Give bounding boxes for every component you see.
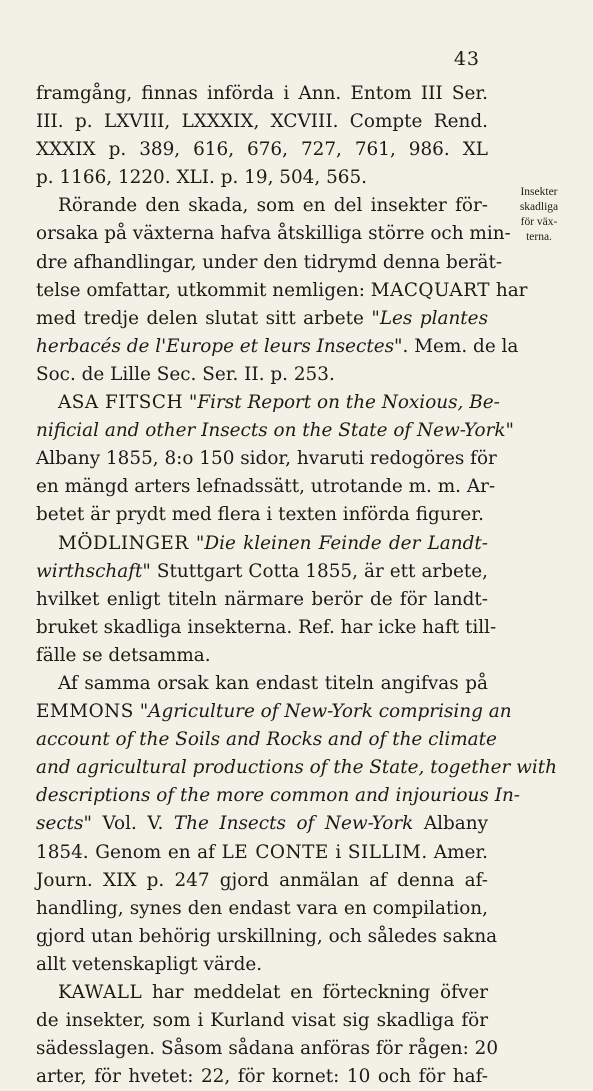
book-title: wirthschaft" bbox=[36, 560, 151, 582]
text-line bbox=[36, 698, 512, 726]
text-line: p. 1166, 1220. XLI. p. 19, 504, 565. bbox=[36, 167, 368, 189]
text-line: sects" Vol. V. The Insects of New-York Albany bbox=[36, 813, 488, 835]
text-line bbox=[36, 530, 488, 558]
book-title: herbacés de l'Europe et leurs Insectes" bbox=[36, 335, 403, 357]
text-line: 1854. Genom en af LE CONTE i SILLIM. Amer. bbox=[36, 841, 489, 863]
author-name: SILLIM bbox=[347, 841, 422, 863]
book-title: account of the Soils and Rocks and of the climate bbox=[36, 729, 497, 751]
text-line: herbacés de l'Europe et leurs Insectes". Mem. de la bbox=[36, 335, 519, 357]
text-line: gjord utan behörig urskillning, och således sakna bbox=[36, 925, 498, 947]
book-title: sects" bbox=[36, 813, 92, 835]
author-name: ASA FITSCH bbox=[58, 392, 184, 414]
book-title: The Insects of New-York bbox=[173, 813, 414, 835]
book-title: "Die kleinen Feinde der Landt- bbox=[195, 532, 488, 554]
text-line: sädesslagen. Såsom sådana anföras för rågen: 20 bbox=[36, 1038, 499, 1060]
text-line bbox=[36, 726, 497, 754]
text-line bbox=[36, 389, 500, 417]
margin-note-line: skadliga bbox=[519, 201, 559, 213]
book-title: "Les plantes bbox=[371, 307, 489, 329]
text-line bbox=[36, 782, 521, 810]
author-name: MÖDLINGER bbox=[58, 532, 189, 554]
text-line: allt vetenskapligt värde. bbox=[36, 953, 263, 975]
margin-note-line: Insekter bbox=[520, 186, 558, 198]
author-name: LE CONTE bbox=[221, 841, 329, 863]
text-line: framgång, finnas införda i Ann. Entom III Ser. bbox=[36, 83, 488, 104]
text-line: de insekter, som i Kurland visat sig skadliga för bbox=[36, 1010, 488, 1032]
text-line: Albany 1855, 8:o 150 sidor, hvaruti redogöres för bbox=[36, 448, 497, 470]
text-line: telse omfattar, utkommit nemligen: MACQUART har bbox=[36, 279, 528, 301]
book-title: descriptions of the more common and injourious In- bbox=[36, 785, 521, 807]
text-line: bruket skadliga insekterna. Ref. har icke haft till- bbox=[36, 616, 497, 638]
author-name: KAWALL bbox=[58, 982, 143, 1003]
book-title: and agricultural productions of the State, together with bbox=[36, 757, 557, 779]
text-line: betet är prydt med flera i texten införda figurer. bbox=[36, 504, 484, 526]
text-line: KAWALL har meddelat en förteckning öfver bbox=[58, 982, 488, 1003]
author-name: EMMONS bbox=[36, 701, 134, 723]
text-line: Rörande den skada, som en del insekter för- bbox=[58, 195, 488, 217]
text-line bbox=[36, 417, 514, 445]
margin-note-line: terna. bbox=[526, 231, 552, 243]
book-title: "Agriculture of New-York comprising an bbox=[139, 701, 512, 723]
text-line: III. p. LXVIII, LXXXIX, XCVIII. Compte Rend. bbox=[36, 111, 488, 133]
margin-note-line: för väx- bbox=[520, 216, 558, 228]
text-line: orsaka på växterna hafva åtskilliga större och min- bbox=[36, 223, 511, 245]
text-line: fälle se detsamma. bbox=[36, 644, 211, 666]
book-title: nificial and other Insects on the State of New-York" bbox=[36, 420, 514, 442]
text-line: wirthschaft" Stuttgart Cotta 1855, är ett arbete, bbox=[36, 560, 488, 582]
text-line: Journ. XIX p. 247 gjord anmälan af denna af- bbox=[36, 869, 488, 891]
text-line: hvilket enligt titeln närmare berör de för landt- bbox=[36, 588, 488, 610]
text-line: dre afhandlingar, under den tidrymd denna berät- bbox=[36, 251, 503, 273]
text-line bbox=[36, 754, 557, 782]
text-line: med tredje delen slutat sitt arbete "Les plantes bbox=[36, 307, 489, 329]
text-line: en mängd arters lefnadssätt, utrotande m. m. Ar- bbox=[36, 476, 496, 498]
text-line: handling, synes den endast vara en compilation, bbox=[36, 897, 488, 919]
text-line: arter, för hvetet: 22, för kornet: 10 och för haf- bbox=[36, 1066, 488, 1088]
book-title: "First Report on the Noxious, Be- bbox=[188, 392, 500, 414]
text-line: XXXIX p. 389, 616, 676, 727, 761, 986. XL bbox=[36, 139, 488, 161]
text-line: Af samma orsak kan endast titeln angifvas på bbox=[58, 672, 488, 694]
page-number: 43 bbox=[453, 48, 480, 70]
author-name: MACQUART bbox=[370, 279, 490, 301]
text-line: Soc. de Lille Sec. Ser. II. p. 253. bbox=[36, 363, 335, 385]
